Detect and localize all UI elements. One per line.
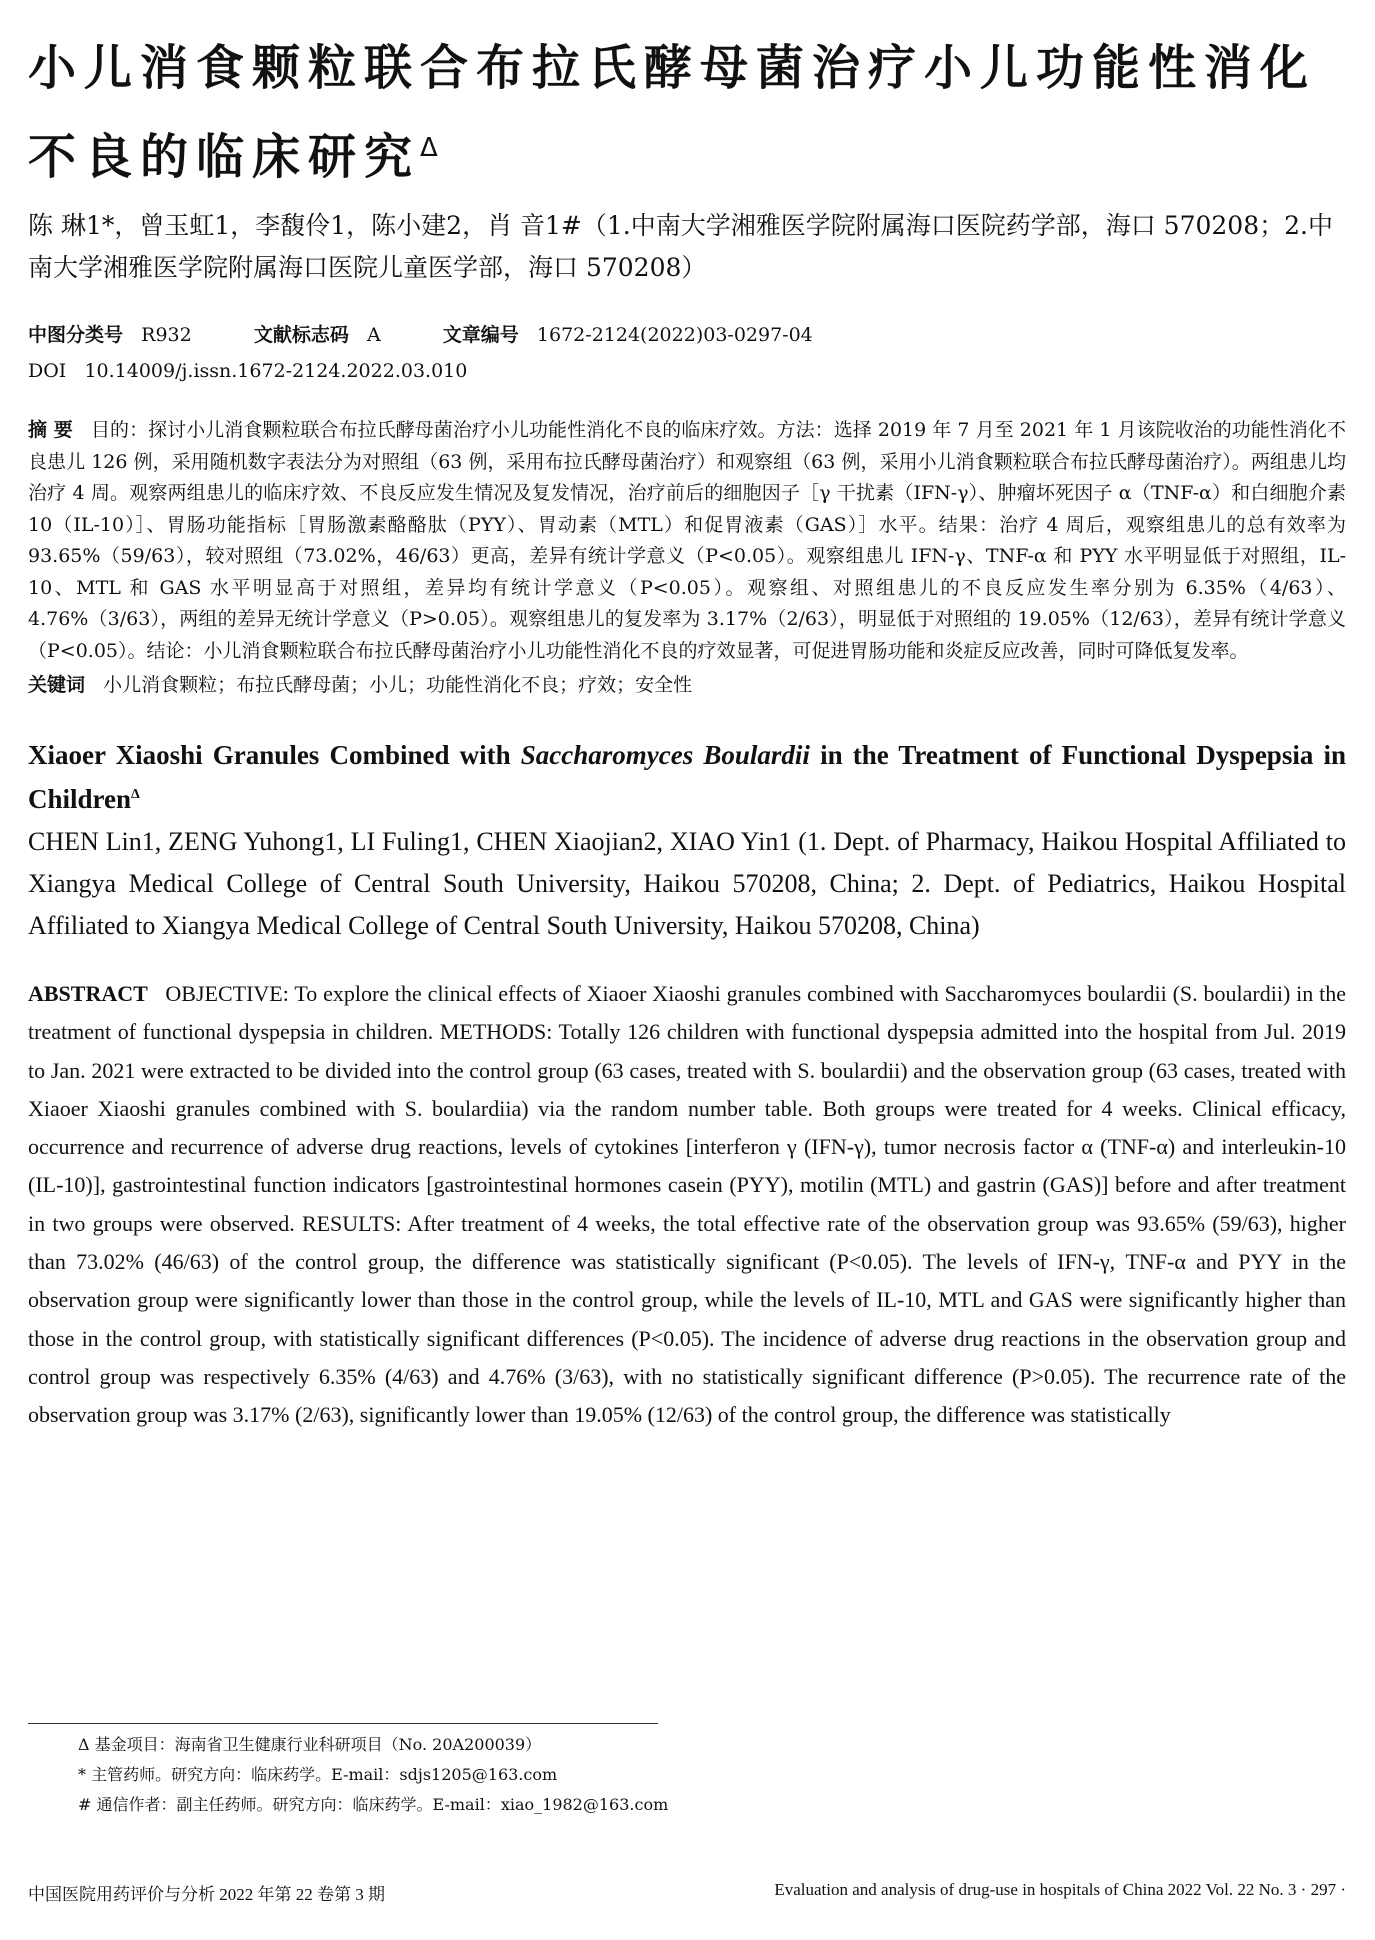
clc-label: 中图分类号 [28,324,124,346]
english-title [28,735,1346,819]
article-number-value: 1672-2124(2022)03-0297-04 [536,324,813,346]
english-title-part2: in the Treatment of Functional Dyspepsia in Children [28,740,1346,814]
chinese-abstract [28,415,1346,667]
article-meta [28,317,1346,389]
english-funding-mark: Δ [131,787,140,802]
funding-mark: Δ [420,133,438,163]
chinese-authors: 陈 琳1*，曾玉虹1，李馥伶1，陈小建2，肖 音1#（1.中南大学湘雅医学院附属海口医院药学部，海口 570208；2.中南大学湘雅医学院附属海口医院儿童医学部，海口 570208） [28,211,1333,282]
english-authors: CHEN Lin1, ZENG Yuhong1, LI Fuling1, CHEN Xiaojian2, XIAO Yin1 (1. Dept. of Pharmacy, Haikou Hospital Affiliated to Xiangya Medical College of Central South University, Haikou 570208, China; 2. Dept. of Pediatrics, Haikou Hospital Affiliated to Xiangya Medical College of Central South University, Haikou 570208, China) [28,827,1346,940]
page-footer [28,1880,1346,1905]
footnote-first-author: * 主管药师。研究方向：临床药学。E-mail：sdjs1205@163.com [78,1765,558,1784]
chinese-keywords [28,669,1346,701]
chinese-title-text: 小儿消食颗粒联合布拉氏酵母菌治疗小儿功能性消化不良的临床研究 [28,40,1317,185]
footnote-funding: Δ 基金项目：海南省卫生健康行业科研项目（No. 20A200039） [78,1735,542,1754]
footnote-corresponding: # 通信作者：副主任药师。研究方向：临床药学。E-mail：xiao_1982@163.com [78,1795,669,1814]
english-title-part1: Xiaoer Xiaoshi Granules Combined with [28,740,521,770]
doi-value: 10.14009/j.issn.1672-2124.2022.03.010 [84,360,468,382]
footer-journal-cn: 中国医院用药评价与分析 2022 年第 22 卷第 3 期 [28,1885,385,1904]
paper-page [28,28,1346,1435]
article-number-label: 文章编号 [442,324,519,346]
chinese-title [28,28,1346,197]
english-abstract [28,975,1346,1435]
doc-code-value: A [366,324,381,346]
abstract-en-text: OBJECTIVE: To explore the clinical effects of Xiaoer Xiaoshi granules combined with Saccharomyces boulardii (S. boulardii) in the treatment of functional dyspepsia in children. METHODS: Totally 126 children with functional dyspepsia admitted into the hospital from Jul. 2019 to Jan. 2021 were extracted to be divided into the control group (63 cases, treated with S. boulardii) and the observation group (63 cases, treated with Xiaoer Xiaoshi granules combined with S. boulardiia) via the random number table. Both groups were treated for 4 weeks. Clinical efficacy, occurrence and recurrence of adverse drug reactions, levels of cytokines [interferon γ (IFN-γ), tumor necrosis factor α (TNF-α) and interleukin-10 (IL-10)], gastrointestinal function indicators [gastrointestinal hormones casein (PYY), motilin (MTL) and gastrin (GAS)] before and after treatment in two groups were observed. RESULTS: After treatment of 4 weeks, the total effective rate of the observation group was 93.65% (59/63), higher than 73.02% (46/63) of the control group, the difference was statistically significant (P<0.05). The levels of IFN-γ, TNF-α and PYY in the observation group were significantly lower than those in the control group, while the levels of IL-10, MTL and GAS were significantly higher than those in the control group, with statistically significant differences (P<0.05). The incidence of adverse drug reactions in the observation group and control group was respectively 6.35% (4/63) and 4.76% (3/63), with no statistically significant difference (P>0.05). The recurrence rate of the observation group was 3.17% (2/63), significantly lower than 19.05% (12/63) of the control group, the difference was statistically [28,981,1347,1428]
footnote-divider [28,1723,658,1724]
doi-label: DOI [28,360,67,382]
footer-journal-en: Evaluation and analysis of drug-use in hospitals of China 2022 Vol. 22 No. 3 · 297 · [774,1880,1346,1899]
abstract-cn-label: 摘 要 [28,419,73,441]
keywords-text: 小儿消食颗粒；布拉氏酵母菌；小儿；功能性消化不良；疗效；安全性 [103,674,693,696]
english-title-species: Saccharomyces Boulardii [520,740,810,770]
clc-value: R932 [141,324,192,346]
abstract-cn-text: 目的：探讨小儿消食颗粒联合布拉氏酵母菌治疗小儿功能性消化不良的临床疗效。方法：选择 2019 年 7 月至 2021 年 1 月该院收治的功能性消化不良患儿 126 例，采用随机数字表法分为对照组（63 例，采用布拉氏酵母菌治疗）和观察组（63 例，采用小儿消食颗粒联合布拉氏酵母菌治疗）。两组患儿均治疗 4 周。观察两组患儿的临床疗效、不良反应发生情况及复发情况，治疗前后的细胞因子［γ 干扰素（IFN-γ）、肿瘤坏死因子 α（TNF-α）和白细胞介素 10（IL-10）］、胃肠功能指标［胃肠激素酪酪肽（PYY）、胃动素（MTL）和促胃液素（GAS）］水平。结果：治疗 4 周后，观察组患儿的总有效率为 93.65%（59/63），较对照组（73.02%，46/63）更高，差异有统计学意义（P<0.05）。观察组患儿 IFN-γ、TNF-α 和 PYY 水平明显低于对照组，IL-10、MTL 和 GAS 水平明显高于对照组，差异均有统计学意义（P<0.05）。观察组、对照组患儿的不良反应发生率分别为 6.35%（4/63）、4.76%（3/63），两组的差异无统计学意义（P>0.05）。观察组患儿的复发率为 3.17%（2/63），明显低于对照组的 19.05%（12/63），差异有统计学意义（P<0.05）。结论：小儿消食颗粒联合布拉氏酵母菌治疗小儿功能性消化不良的疗效显著，可促进胃肠功能和炎症反应改善，同时可降低复发率。 [28,419,1346,662]
footnotes [78,1730,1278,1820]
doc-code-label: 文献标志码 [253,324,349,346]
keywords-label: 关键词 [28,674,86,696]
abstract-en-label: ABSTRACT [28,981,148,1006]
